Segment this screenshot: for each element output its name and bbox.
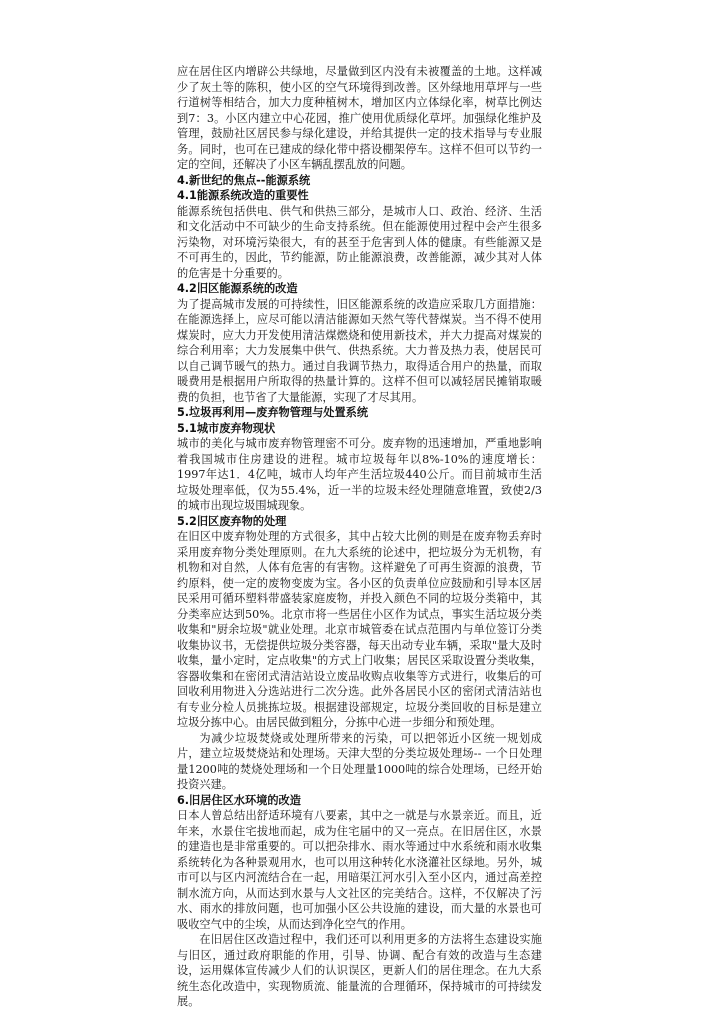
paragraph-waste-incineration: 为减少垃圾焚烧或处理所带来的污染，可以把邻近小区统一规划成片，建立垃圾焚烧站和处理场。天津大型的分类垃圾处理场-- 一个日处理量1200吨的焚烧处理场和一个日处理量1000吨的综合处理场，已经开始投资兴建。 (177, 731, 542, 791)
paragraph-conclusion: 在旧居住区改造过程中，我们还可以利用更多的方法将生态建设实施与旧区，通过政府职能的作用，引导、协调、配合有效的改造与生态建设，运用媒体宣传减少人们的认识误区，更新人们的居住理念。在九大系统生态化改造中，实现物质流、能量流的合理循环，保持城市的可持续发展。 (177, 933, 542, 1008)
paragraph-greening: 应在居住区内增辟公共绿地，尽量做到区内没有未被覆盖的土地。这样减少了灰土等的陈积，使小区的空气环境得到改善。区外绿地用草坪与一些行道树等相结合，加大力度种植树木，增加区内立体绿化率，树草比例达到7：3。小区内建立中心花园，推广使用优质绿化草坪。加强绿化维护及管理，鼓励社区居民参与绿化建设，并给其提供一定的技术指导与专业服务。同时，也可在已建成的绿化带中搭设棚架停车。这样不但可以节约一定的空间，还解决了小区车辆乱摆乱放的问题。 (177, 65, 542, 171)
heading-section-5: 5.垃圾再利用—废弃物管理与处置系统 (177, 406, 369, 419)
heading-section-5-1: 5.1城市废弃物现状 (177, 421, 276, 435)
heading-section-4: 4.新世纪的焦点--能源系统 (177, 173, 311, 187)
paragraph-energy-renovation: 为了提高城市发展的可持续性，旧区能源系统的改造应采取几方面措施：在能源选择上，应尽可能以清洁能源如天然气等代替煤炭。当不得不使用煤炭时，应大力开发使用清洁煤燃烧和使用新技术，并大力提高对煤炭的综合利用率；大力发展集中供气、供热系统。大力普及热力表，使居民可以自己调节暖气的热力。通过自我调节热力，取得适合用户的热量，而取暖费用是根据用户所取得的热量计算的。这样不但可以减轻居民摊销取暖费的负担，也节省了大量能源，实现了才尽其用。 (177, 297, 542, 404)
paragraph-energy-importance: 能源系统包括供电、供气和供热三部分，是城市人口、政治、经济、生活和文化活动中不可缺少的生命支持系统。但在能源使用过程中会产生很多污染物，对环境污染很大，有的甚至于危害到人体的健康。有些能源又是不可再生的，因此，节约能源，防止能源浪费，改善能源，减少其对人体的危害是十分重要的。 (177, 204, 542, 280)
heading-section-4-2: 4.2旧区能源系统的改造 (177, 282, 298, 295)
paragraph-water-environment: 日本人曾总结出舒适环境有八要素，其中之一就是与水景亲近。而且，近年来，水景住宅拔地而起，成为住宅届中的又一亮点。在旧居住区，水景的建造也是非常重要的。可以把杂排水、雨水等通过中水系统和雨水收集系统转化为各种景观用水，也可以用这种转化水浇灌社区绿地。另外，城市可以与区内河流结合在一起，用暗渠江河水引入至小区内，通过高差控制水流方向，从而达到水景与人文社区的完美结合。这样，不仅解决了污水、雨水的排放问题，也可加强小区公共设施的建设，而大量的水景也可吸收空气中的尘埃，从而达到净化空气的作用。 (177, 809, 542, 931)
heading-section-5-2: 5.2旧区废弃物的处理 (177, 514, 287, 528)
paragraph-waste-treatment: 在旧区中废弃物处理的方式很多，其中占较大比例的则是在废弃物丢弃时采用废弃物分类处理原则。在九大系统的论述中，把垃圾分为无机物，有机物和对自然，人体有危害的有害物。这样避免了可再生资源的浪费，节约原料，使一定的废物变废为宝。各小区的负责单位应鼓励和引导本区居民采用可循环塑料带盛装家庭废物，并投入颜色不同的垃圾分类箱中，其分类率应达到50%。北京市将一些居住小区作为试点，事实生活垃圾分类收集和"厨余垃圾"就业处理。北京市城管委在试点范围内与单位签订分类收集协议书，无偿提供垃圾分类容器，每天出动专业车辆，采取"量大及时收集，量小定时，定点收集"的方式上门收集；居民区采取设置分类收集，容器收集和在密闭式清洁站设立废品收购点收集等方式进行，收集后的可回收利用物进入分选站进行二次分选。此外各居民小区的密闭式清洁站也有专业分检人员挑拣垃圾。根据建设部规定，垃圾分类回收的目标是建立垃圾分拣中心。由居民做到粗分，分拣中心进一步细分和预处理。 (177, 530, 542, 729)
paragraph-waste-status: 城市的美化与城市废弃物管理密不可分。废弃物的迅速增加，严重地影响着我国城市住房建设的进程。城市垃圾每年以8%-10%的速度增长：1997年达1．4亿吨，城市人均年产生活垃圾440公斤。而目前城市生活垃圾处理率低，仅为55.4%，近一半的垃圾未经处理随意堆置，致使2/3的城市出现垃圾围城现象。 (177, 437, 542, 512)
document-page (177, 64, 542, 1010)
heading-section-4-1: 4.1能源系统改造的重要性 (177, 189, 309, 202)
heading-section-6: 6.旧居住区水环境的改造 (177, 793, 301, 807)
